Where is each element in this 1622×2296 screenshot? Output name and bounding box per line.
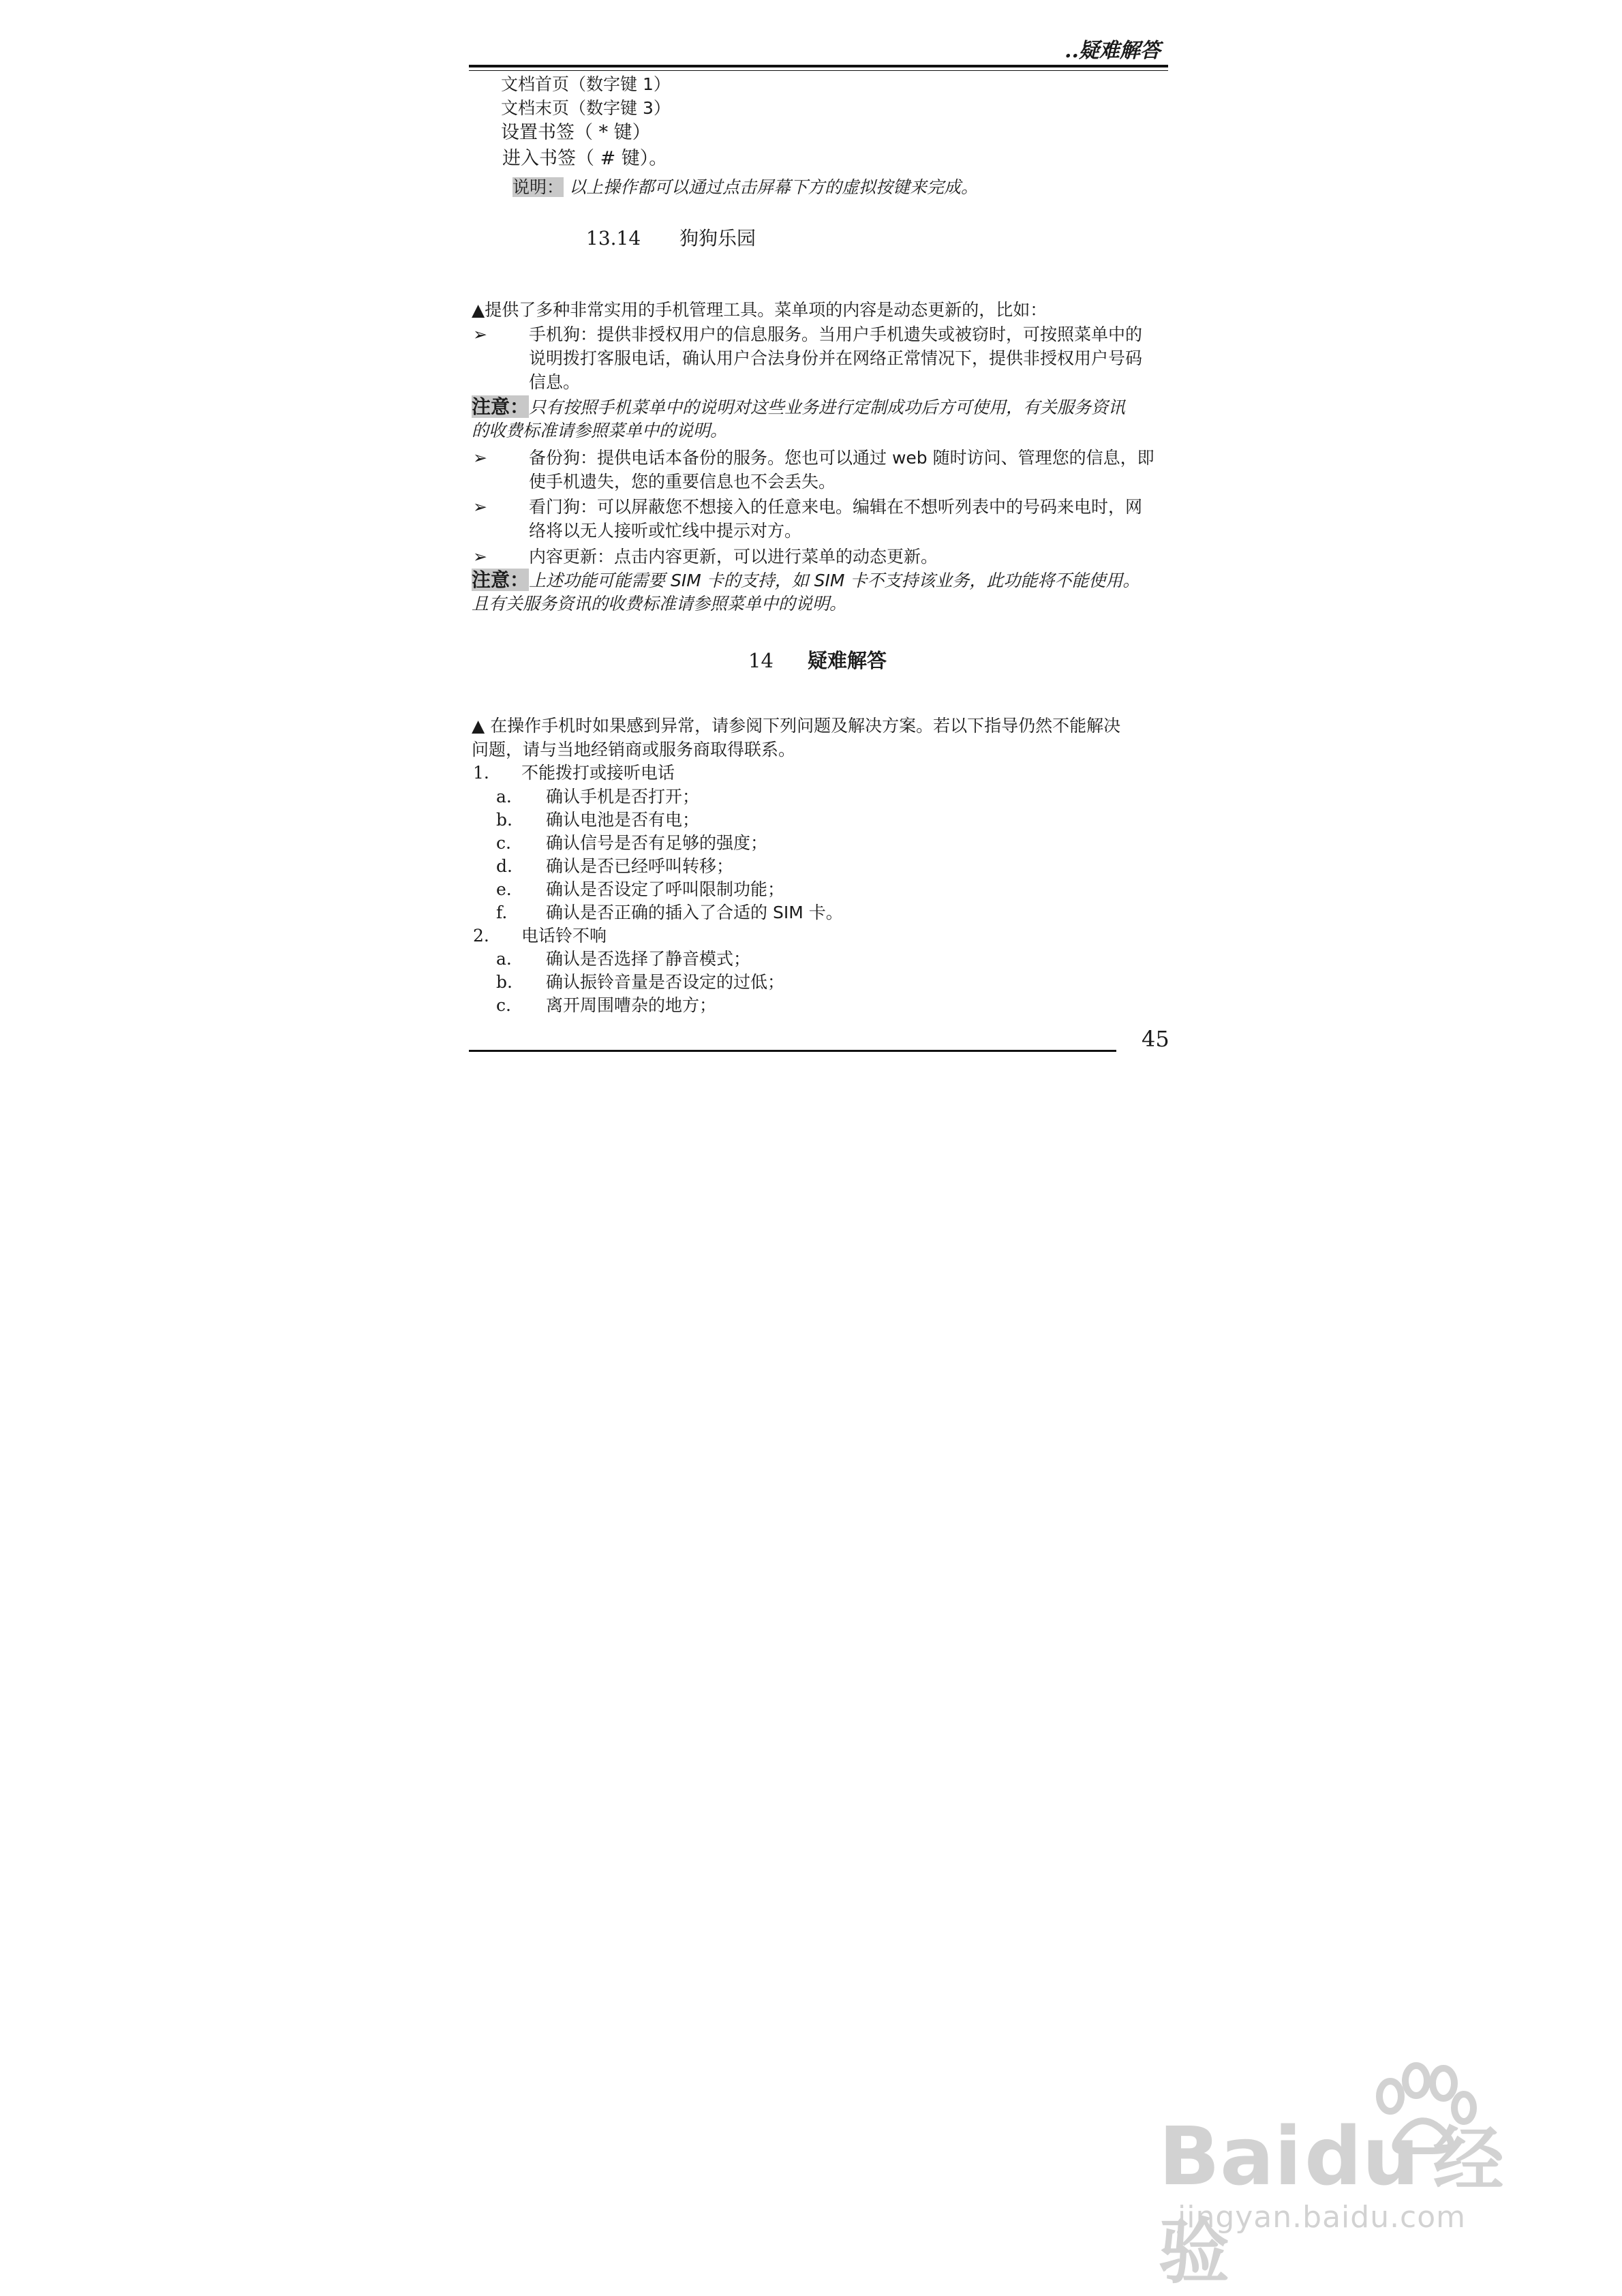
note-attention-2-line2: 且有关服务资讯的收费标准请参照菜单中的说明。 — [472, 594, 847, 614]
bullet-marker: ➢ — [473, 497, 487, 517]
note-label: 说明： — [512, 177, 564, 197]
attention-text: 上述功能可能需要 SIM 卡的支持，如 SIM 卡不支持该业务，此功能将不能使用。 — [529, 571, 1140, 590]
bullet-content-update: 内容更新：点击内容更新，可以进行菜单的动态更新。 — [529, 547, 938, 567]
chapter-intro-line2: 问题，请与当地经销商或服务商取得联系。 — [472, 740, 796, 759]
note-attention-2-line1 — [472, 569, 1139, 592]
baidu-watermark — [1159, 2059, 1540, 2293]
item-text: 确认是否设定了呼叫限制功能； — [546, 879, 785, 899]
item-letter: f. — [496, 903, 508, 922]
attention-label: 注意： — [472, 395, 530, 418]
item-letter: a. — [496, 949, 512, 969]
chapter-title: 疑难解答 — [808, 649, 887, 672]
item-letter: c. — [496, 833, 511, 853]
watermark-url: jingyan.baidu.com — [1178, 2200, 1467, 2235]
watermark-product: 经验 — [1159, 2118, 1504, 2293]
section-number: 13.14 — [586, 227, 641, 250]
bullet-marker: ➢ — [473, 547, 487, 567]
item-text: 确认是否已经呼叫转移； — [546, 856, 734, 876]
attention-label: 注意： — [472, 569, 530, 591]
bullet-marker: ➢ — [473, 324, 487, 344]
note-text: 以上操作都可以通过点击屏幕下方的虚拟按键来完成。 — [569, 177, 979, 197]
item-text: 确认是否正确的插入了合适的 SIM 卡。 — [546, 903, 843, 922]
item-letter: e. — [496, 879, 512, 899]
item-text: 确认手机是否打开； — [546, 787, 700, 806]
bullet-phone-dog-line1: 手机狗：提供非授权用户的信息服务。当用户手机遗失或被窃时，可按照菜单中的 — [529, 324, 1143, 344]
footer-rule — [469, 1050, 1116, 1052]
note-attention-1-line2: 的收费标准请参照菜单中的说明。 — [472, 421, 728, 440]
note-explanation — [512, 176, 978, 199]
item-text: 确认是否选择了静音模式； — [546, 949, 751, 969]
item-letter: d. — [496, 856, 512, 876]
nav-item-first-page: 文档首页（数字键 1） — [501, 74, 671, 94]
section-intro: ▲提供了多种非常实用的手机管理工具。菜单项的内容是动态更新的，比如： — [472, 300, 1047, 320]
item-letter: c. — [496, 995, 511, 1015]
problem-title: 不能拨打或接听电话 — [521, 763, 675, 783]
nav-item-set-bookmark: 设置书签（ * 键） — [501, 122, 651, 143]
bullet-phone-dog-line3: 信息。 — [529, 372, 581, 392]
chapter-number: 14 — [748, 649, 774, 672]
item-text: 离开周围嘈杂的地方； — [546, 995, 717, 1015]
problem-title: 电话铃不响 — [521, 926, 607, 946]
item-letter: a. — [496, 787, 512, 806]
bullet-guard-dog-line2: 络将以无人接听或忙线中提示对方。 — [529, 521, 802, 541]
item-text: 确认电池是否有电； — [546, 810, 700, 830]
item-text: 确认信号是否有足够的强度； — [546, 833, 768, 853]
item-letter: b. — [496, 972, 512, 992]
problem-number: 1. — [473, 763, 489, 783]
item-letter: b. — [496, 810, 512, 830]
chapter-intro-line1: ▲ 在操作手机时如果感到异常，请参阅下列问题及解决方案。若以下指导仍然不能解决 — [472, 716, 1121, 736]
bullet-marker: ➢ — [473, 448, 487, 468]
section-title: 狗狗乐园 — [679, 227, 756, 250]
bullet-phone-dog-line2: 说明拨打客服电话，确认用户合法身份并在网络正常情况下，提供非授权用户号码 — [529, 348, 1143, 368]
running-header-title: ..疑难解答 — [1065, 39, 1161, 63]
note-attention-1-line1 — [472, 395, 1125, 419]
problem-number: 2. — [473, 926, 489, 946]
bullet-backup-dog-line1: 备份狗：提供电话本备份的服务。您也可以通过 web 随时访问、管理您的信息，即 — [529, 448, 1154, 468]
nav-item-last-page: 文档末页（数字键 3） — [501, 98, 671, 118]
nav-item-enter-bookmark: 进入书签（ # 键）。 — [502, 148, 668, 169]
bullet-backup-dog-line2: 使手机遗失，您的重要信息也不会丢失。 — [529, 472, 836, 492]
header-rule-thin — [469, 70, 1168, 71]
header-rule-thick — [469, 65, 1168, 67]
page-number: 45 — [1142, 1026, 1169, 1052]
bullet-guard-dog-line1: 看门狗：可以屏蔽您不想接入的任意来电。编辑在不想听列表中的号码来电时，网 — [529, 497, 1143, 517]
item-text: 确认振铃音量是否设定的过低； — [546, 972, 785, 992]
watermark-brand: Bai — [1159, 2109, 1302, 2203]
attention-text: 只有按照手机菜单中的说明对这些业务进行定制成功后方可使用，有关服务资讯 — [529, 397, 1126, 417]
watermark-brand-du: du — [1304, 2109, 1420, 2203]
